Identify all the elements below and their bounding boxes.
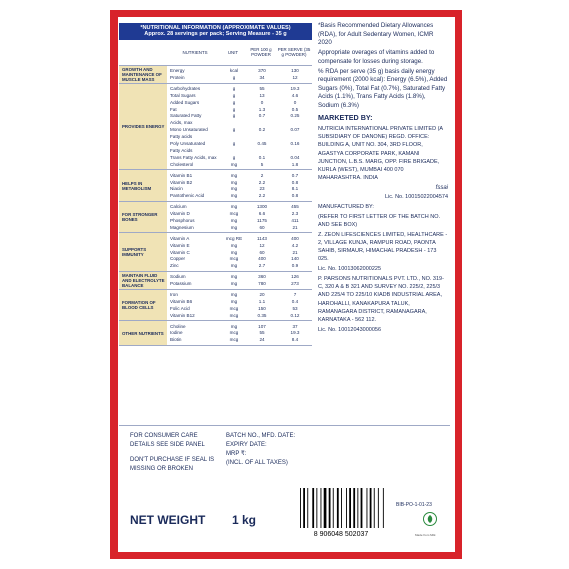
- nutrient-name: Acids, max: [170, 120, 193, 126]
- nutrient-row: [167, 242, 312, 249]
- nutrient-per-serve: 126: [291, 274, 299, 280]
- barcode-bar: [300, 488, 301, 528]
- nutrient-row: [167, 113, 312, 120]
- nutrient-per-serve: 130: [291, 68, 299, 74]
- nutrient-per-serve: 0.07: [290, 127, 300, 133]
- nutrient-group: [119, 170, 312, 202]
- nutrient-row: [167, 179, 312, 186]
- nutrient-unit: g: [232, 127, 236, 133]
- nutrient-unit: kcal: [229, 68, 239, 74]
- nutrient-row: [167, 99, 312, 106]
- nutrient-unit: mcg: [229, 330, 239, 336]
- nutrient-per-serve: 140: [291, 256, 299, 262]
- nutrient-per-serve: 1.8: [291, 161, 299, 167]
- nutrient-unit: mg: [230, 217, 238, 223]
- nutrient-row: [167, 235, 312, 242]
- nutrient-per-serve: 53: [292, 305, 298, 311]
- license-3: Lic. No. 10012043000056: [318, 326, 381, 333]
- nutrient-row: [167, 312, 312, 319]
- nutrient-per-serve: 21: [292, 224, 298, 230]
- nutrient-unit: mg: [230, 204, 238, 210]
- barcode-bar: [307, 488, 308, 528]
- nutrient-group: [119, 290, 312, 322]
- nutrient-per100: 150: [258, 305, 266, 311]
- nutrient-unit: mg: [230, 298, 238, 304]
- nutrient-per100: 0.1: [258, 154, 266, 160]
- bottom-divider: [119, 425, 450, 426]
- nutrient-per-serve: 4.6: [291, 92, 299, 98]
- nutrient-name: Vitamin B1: [170, 172, 193, 178]
- nutrient-per-serve: 273: [291, 281, 299, 287]
- nutrient-unit: mg: [230, 179, 238, 185]
- barcode-bar: [353, 488, 355, 528]
- nutrient-per-serve: 0.4: [291, 298, 299, 304]
- nutrient-per-serve: 8.1: [291, 186, 299, 192]
- nutrient-unit: g: [232, 92, 236, 98]
- nutrient-per-serve: 0.8: [291, 179, 299, 185]
- consumer-care-text: FOR CONSUMER CARE DETAILS SEE SIDE PANEL: [130, 433, 205, 448]
- nutrient-per100: 60: [259, 249, 265, 255]
- nutrient-per100: 780: [258, 281, 266, 287]
- nutrient-unit: g: [232, 154, 236, 160]
- license-2: Lic. No. 10013062000225: [318, 266, 381, 273]
- nutrient-row: [167, 323, 312, 330]
- nutrient-unit: mg: [230, 323, 238, 329]
- nutrient-per-serve: 19.3: [290, 85, 300, 91]
- barcode-bar: [370, 488, 372, 528]
- batch-label: BATCH NO., MFD. DATE:: [226, 433, 296, 439]
- barcode-bar: [378, 488, 379, 528]
- nutrient-name: Choline: [170, 323, 186, 329]
- nutrient-name: Protein: [170, 75, 185, 81]
- nutrient-group-label: GROWTH AND MAINTENANCE OF MUSCLE MASS: [119, 66, 167, 83]
- nutrient-per100: 55: [259, 85, 265, 91]
- nutrient-per100: 23: [259, 186, 265, 192]
- nutrient-per-serve: 0.16: [290, 141, 300, 147]
- nutrient-per100: 0.45: [257, 141, 267, 147]
- header-unit: UNIT: [227, 49, 239, 55]
- nutrient-group: [119, 202, 312, 234]
- expiry-label: EXPIRY DATE:: [226, 442, 267, 448]
- nutrient-per-serve: 4.2: [291, 242, 299, 248]
- nutrient-row: [167, 85, 312, 92]
- barcode-bar: [321, 488, 322, 528]
- nutrient-per-serve: 400: [291, 235, 299, 241]
- nutrient-name: Added Sugars: [170, 99, 200, 105]
- nutrient-name: Potassium: [170, 281, 192, 287]
- nutrient-row: [167, 330, 312, 337]
- barcode-bar: [316, 488, 317, 528]
- nutrient-unit: mg: [230, 186, 238, 192]
- nutrient-per-serve: 0.7: [291, 172, 299, 178]
- nutrient-unit: mcg: [229, 312, 239, 318]
- nutrient-group-label: PROVIDES ENERGY: [119, 84, 167, 170]
- nutrient-name: Trans Fatty Acids, max: [170, 154, 217, 160]
- nutrient-per-serve: 0.04: [290, 154, 300, 160]
- nutrient-unit: mg: [230, 274, 238, 280]
- nutrition-table: [119, 23, 312, 346]
- nutrient-row: [167, 224, 312, 231]
- nutrient-name: Biotin: [170, 337, 182, 343]
- nutrient-per-serve: 21: [292, 249, 298, 255]
- nutrient-row: [167, 172, 312, 179]
- nutrition-subtitle: Approx. 28 servings per pack; Serving Measure - 35 g: [144, 31, 287, 38]
- nutrient-unit: mg: [230, 224, 238, 230]
- nutrient-per100: 60: [259, 224, 265, 230]
- nutrient-name: Vitamin B6: [170, 298, 193, 304]
- batch-code: BIB-PO-1-01-23: [396, 502, 432, 508]
- nutrient-per-serve: 455: [291, 204, 299, 210]
- nutrient-name: Folic Acid: [170, 305, 190, 311]
- nutrient-group: [119, 233, 312, 271]
- nutrient-unit: mg: [230, 242, 238, 248]
- nutrient-name: Calcium: [170, 204, 187, 210]
- barcode-bar: [333, 488, 334, 528]
- nutrient-per100: 1.3: [258, 106, 266, 112]
- nutrient-name: Phosphorus: [170, 217, 195, 223]
- nutrient-per-serve: 411: [291, 217, 299, 223]
- nutrient-row: [167, 147, 312, 154]
- veg-symbol-text: Made from Milk: [415, 533, 436, 537]
- barcode-bar: [324, 488, 327, 528]
- barcode-bar: [346, 488, 347, 528]
- nutrient-row: [167, 203, 312, 210]
- nutrient-unit: mcg: [229, 256, 239, 262]
- nutrient-name: Vitamin C: [170, 249, 190, 255]
- nutrient-unit: g: [232, 106, 236, 112]
- barcode-bar: [312, 488, 314, 528]
- nutrient-unit: mcg: [229, 337, 239, 343]
- nutrient-per100: 12: [259, 242, 265, 248]
- nutrient-unit: mg: [230, 193, 238, 199]
- nutrient-per100: 370: [258, 68, 266, 74]
- nutrient-per100: 55: [259, 330, 265, 336]
- rda-per-serve: % RDA per serve (35 g) basis daily energy requirement (2000 kcal): Energy (6.5%), Added Sugars (0%), Total Fat (0.7%), Saturated Fatty Acids (1.1%), Trans Fatty Acids (1.8%), Sodium (6.3%): [318, 67, 448, 109]
- barcode-bar: [383, 488, 384, 528]
- barcode-bar: [349, 488, 351, 528]
- net-weight-label: NET WEIGHT: [130, 513, 206, 527]
- nutrient-row: [167, 210, 312, 217]
- net-weight-value: 1 kg: [232, 513, 257, 527]
- header-nutrients: NUTRIENTS: [182, 49, 208, 55]
- taxes-label: (INCL. OF ALL TAXES): [226, 460, 288, 466]
- barcode-bar: [303, 488, 305, 528]
- nutrient-per100: 0: [260, 99, 264, 105]
- rda-note: *Basis Recommended Dietary Allowances (RDA), for Adult Sedentary Women, ICMR 2020: [318, 22, 434, 47]
- batch-info: [226, 432, 336, 468]
- nutrition-groups: [119, 66, 312, 346]
- nutrient-per100: 360: [258, 274, 266, 280]
- nutrient-unit: mg: [230, 291, 238, 297]
- nutrient-per-serve: 0.9: [291, 263, 299, 269]
- nutrient-per-serve: 8.4: [291, 337, 299, 343]
- barcode-bar: [357, 488, 358, 528]
- nutrient-row: [167, 74, 312, 81]
- nutrient-unit: g: [232, 99, 236, 105]
- license-1: Lic. No. 10015022004574: [385, 194, 448, 201]
- nutrient-per100: 107: [258, 323, 266, 329]
- nutrient-per100: 5: [260, 161, 264, 167]
- nutrient-per100: 34: [259, 75, 265, 81]
- nutrient-group: [119, 84, 312, 171]
- nutrient-name: Niacin: [170, 186, 183, 192]
- nutrient-group-label: OTHER NUTRIENTS: [119, 321, 167, 345]
- manufacturer-z: Z. ZEON LIFESCIENCES LIMITED, HEALTHCARE - 2, VILLAGE KUNJA, RAMPUR ROAD, PAONTA SAHIB, SIRMAUR, HIMACHAL PRADESH - 173 025.: [318, 231, 448, 263]
- nutrient-group: [119, 272, 312, 290]
- marketed-text: NUTRICIA INTERNATIONAL PRIVATE LIMITED (A SUBSIDIARY OF DANONE) REGD. OFFICE: BUILDING A, UNIT NO. 304, 3RD FLOOR, AGASTYA CORPORATE PARK, KAMANI JUNCTION, L.B.S. MARG, OPP. FIRE BRIGADE, KURLA (WEST), MUMBAI 400 070 MAHARASHTRA. INDIA: [318, 125, 443, 182]
- mrp-label: MRP ₹:: [226, 451, 247, 457]
- manufactured-note: (REFER TO FIRST LETTER OF THE BATCH NO. AND SEE BOX): [318, 213, 441, 228]
- nutrient-name: Iron: [170, 291, 178, 297]
- nutrient-group: [119, 66, 312, 84]
- nutrient-name: Vitamin B2: [170, 179, 193, 185]
- nutrient-name: Pantothenic Acid: [170, 193, 205, 199]
- nutrient-name: Energy: [170, 68, 185, 74]
- nutrient-name: Carbohydrates: [170, 85, 201, 91]
- nutrient-per100: 400: [258, 256, 266, 262]
- barcode-bar: [367, 488, 368, 528]
- nutrient-per-serve: 37: [292, 323, 298, 329]
- nutrient-row: [167, 67, 312, 74]
- barcode-bar: [361, 488, 363, 528]
- nutrient-unit: mcg: [229, 305, 239, 311]
- nutrient-per100: 6.6: [258, 211, 266, 217]
- nutrient-per100: 0.35: [257, 312, 267, 318]
- nutrient-group-label: HELPS IN METABOLISM: [119, 170, 167, 201]
- nutrient-group-label: MAINTAIN FLUID AND ELECTROLYTE BALANCE: [119, 272, 167, 289]
- nutrient-name: Vitamin B12: [170, 312, 195, 318]
- nutrient-row: [167, 120, 312, 127]
- header-per-serve: PER SERVE (35 g POWDER): [277, 47, 311, 58]
- nutrient-row: [167, 249, 312, 256]
- nutrient-name: Fat: [170, 106, 177, 112]
- nutrient-name: Poly Unsaturated: [170, 141, 206, 147]
- nutrient-unit: g: [232, 85, 236, 91]
- nutrient-row: [167, 140, 312, 147]
- nutrient-name: Iodine: [170, 330, 183, 336]
- nutrient-per100: 0.7: [258, 113, 266, 119]
- nutrient-name: Vitamin E: [170, 242, 190, 248]
- nutrient-row: [167, 192, 312, 199]
- nutrient-row: [167, 256, 312, 263]
- nutrient-row: [167, 298, 312, 305]
- nutrient-row: [167, 217, 312, 224]
- nutrient-unit: mg: [230, 281, 238, 287]
- nutrient-unit: mcg RE: [225, 235, 243, 241]
- nutrient-per-serve: 12: [292, 75, 298, 81]
- nutrition-title: *NUTRITIONAL INFORMATION (APPROXIMATE VALUES): [140, 25, 291, 31]
- nutrient-row: [167, 305, 312, 312]
- barcode-icon: [296, 486, 386, 538]
- dont-purchase-text: DON'T PURCHASE IF SEAL IS MISSING OR BROKEN: [130, 457, 215, 472]
- nutrient-row: [167, 273, 312, 280]
- nutrient-per100: 1.1: [258, 298, 266, 304]
- nutrient-name: Mono Unsaturated: [170, 127, 208, 133]
- nutrient-per100: 24: [259, 337, 265, 343]
- nutrient-row: [167, 92, 312, 99]
- nutrient-name: Copper: [170, 256, 186, 262]
- nutrient-row: [167, 186, 312, 193]
- nutrient-name: Fatty acids: [170, 134, 193, 140]
- nutrient-name: Sodium: [170, 274, 186, 280]
- nutrient-name: Cholesterol: [170, 161, 194, 167]
- nutrient-unit: g: [232, 75, 236, 81]
- overages-note: Appropriate overages of vitamins added to compensate for losses during storage.: [318, 49, 435, 65]
- nutrient-per100: 2.2: [258, 193, 266, 199]
- nutrient-unit: mg: [230, 161, 238, 167]
- nutrient-name: Fatty Acids: [170, 147, 193, 153]
- barcode-number: 8 906048 502037: [313, 531, 369, 538]
- nutrient-per-serve: 0: [293, 99, 297, 105]
- marketed-title: MARKETED BY:: [318, 113, 373, 123]
- nutrient-row: [167, 154, 312, 161]
- barcode-bar: [341, 488, 342, 528]
- nutrient-per100: 1300: [256, 204, 268, 210]
- nutrient-per-serve: 0.12: [290, 312, 300, 318]
- nutrient-per100: 13: [259, 92, 265, 98]
- nutrient-row: [167, 106, 312, 113]
- manufactured-title: MANUFACTURED BY:: [318, 203, 374, 210]
- nutrient-row: [167, 280, 312, 287]
- nutrient-per-serve: 19.3: [290, 330, 300, 336]
- nutrient-per100: 1175: [257, 217, 267, 223]
- nutrient-row: [167, 133, 312, 140]
- nutrient-per100: 2.7: [258, 263, 266, 269]
- header-per100: PER 100 g POWDER: [250, 47, 272, 58]
- nutrient-name: Vitamin D: [170, 211, 190, 217]
- nutrition-column-headers: [119, 40, 312, 66]
- nutrient-per100: 0.2: [258, 127, 266, 133]
- barcode-bar: [337, 488, 339, 528]
- nutrient-unit: mg: [230, 172, 238, 178]
- nutrient-row: [167, 161, 312, 168]
- nutrient-unit: g: [232, 113, 236, 119]
- nutrient-name: Saturated Fatty: [170, 113, 202, 119]
- nutrient-per-serve: 0.8: [291, 193, 299, 199]
- nutrient-name: Vitamin A: [170, 235, 190, 241]
- consumer-info: [130, 432, 220, 474]
- nutrient-group-label: FOR STRONGER BONES: [119, 202, 167, 233]
- nutrient-unit: mg: [230, 263, 238, 269]
- nutrient-per-serve: 0.25: [290, 113, 300, 119]
- nutrient-unit: mcg: [229, 211, 239, 217]
- nutrient-unit: mg: [230, 249, 238, 255]
- fssai-logo: fssai: [435, 185, 448, 192]
- nutrient-per-serve: 2.3: [291, 211, 299, 217]
- nutrient-name: Magnesium: [170, 224, 194, 230]
- nutrient-per100: 2: [260, 172, 264, 178]
- nutrient-per100: 2.2: [258, 179, 266, 185]
- nutrient-group-label: FORMATION OF BLOOD CELLS: [119, 290, 167, 321]
- nutrient-name: Zinc: [170, 263, 179, 269]
- nutrient-per-serve: 7: [293, 291, 297, 297]
- nutrient-row: [167, 291, 312, 298]
- nutrient-row: [167, 337, 312, 344]
- nutrient-group-label: SUPPORTS IMMUNITY: [119, 233, 167, 270]
- barcode-bar: [329, 488, 331, 528]
- nutrition-header: [119, 23, 312, 40]
- nutrient-row: [167, 126, 312, 133]
- barcode-bar: [374, 488, 375, 528]
- nutrient-per100: 20: [259, 291, 265, 297]
- nutrient-unit: g: [232, 141, 236, 147]
- nutrient-name: Total Sugars: [170, 92, 196, 98]
- nutrient-group: [119, 321, 312, 346]
- right-info-column: [318, 22, 448, 336]
- nutrient-per100: 1143: [257, 235, 267, 241]
- nutrient-row: [167, 263, 312, 270]
- manufacturer-p: P. PARSONS NUTRITIONALS PVT. LTD., NO. 319-C, 320 A & B 321 AND SURVEY NO. 225/2, 225/3 AND 225/4 TO 225/10 KIADB INDUSTRIAL AREA, HAROHALLI, KANAKAPURA TALUK, RAMANAGARA DISTRICT, RAMANAGARA, KARNATAKA - 562 112.: [318, 275, 444, 324]
- veg-symbol-icon: [423, 512, 437, 526]
- nutrient-per-serve: 0.5: [291, 106, 299, 112]
